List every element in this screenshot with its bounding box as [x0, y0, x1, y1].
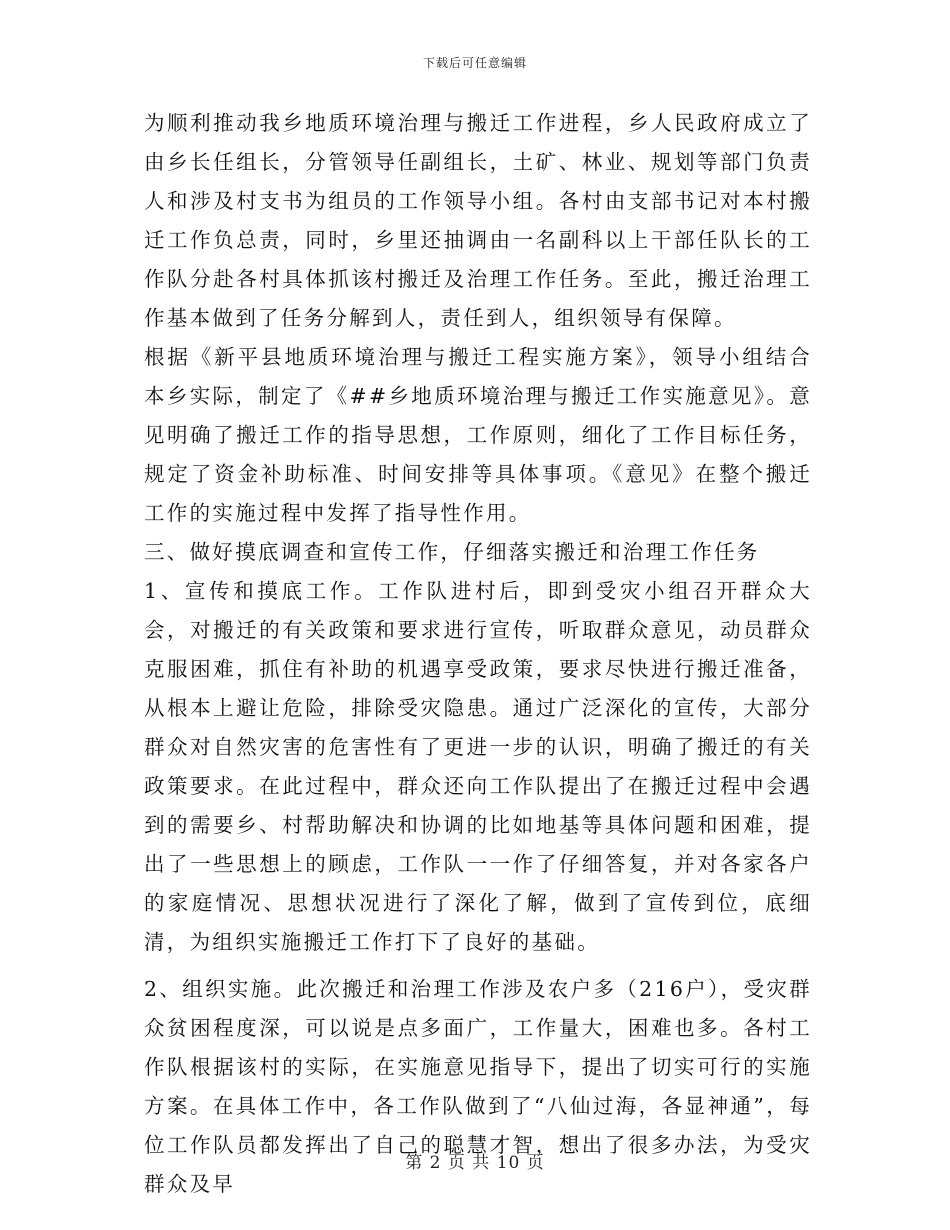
- document-body: [144, 104, 812, 1204]
- section-heading-three: 三、做好摸底调查和宣传工作，仔细落实搬迁和治理工作任务: [144, 540, 760, 564]
- paragraph-publicity-survey: 1、宣传和摸底工作。工作队进村后，即到受灾小组召开群众大会，对搬迁的有关政策和要求进行宣传，听取群众意见，动员群众克服困难，抓住有补助的机遇享受政策，要求尽快进行搬迁准备，从根本上避让危险，排除受灾隐患。通过广泛深化的宣传，大部分群众对自然灾害的危害性有了更进一步的认识，明确了搬迁的有关政策要求。在此过程中，群众还向工作队提出了在搬迁过程中会遇到的需要乡、村帮助解决和协调的比如地基等具体问题和困难，提出了一些思想上的顾虑，工作队一一作了仔细答复，并对各家各户的家庭情况、思想状况进行了深化了解，做到了宣传到位，底细清，为组织实施搬迁工作打下了良好的基础。: [144, 579, 812, 954]
- paragraph-leadership-group: 为顺利推动我乡地质环境治理与搬迁工作进程，乡人民政府成立了由乡长任组长，分管领导任副组长，土矿、林业、规划等部门负责人和涉及村支书为组员的工作领导小组。各村由支部书记对本村搬迁工作负总责，同时，乡里还抽调由一名副科以上干部任队长的工作队分赴各村具体抓该村搬迁及治理工作任务。至此，搬迁治理工作基本做到了任务分解到人，责任到人，组织领导有保障。: [144, 111, 812, 330]
- paragraph-implementation-plan: 根据《新平县地质环境治理与搬迁工程实施方案》，领导小组结合本乡实际，制定了《##乡地质环境治理与搬迁工作实施意见》。意见明确了搬迁工作的指导思想，工作原则，细化了工作目标任务，规定了资金补助标准、时间安排等具体事项。《意见》在整个搬迁工作的实施过程中发挥了指导性作用。: [144, 345, 812, 525]
- page-header: 下载后可任意编辑: [422, 56, 527, 70]
- paragraph-organization-implementation: 2、组织实施。此次搬迁和治理工作涉及农户多（216户），受灾群众贫困程度深，可以说是点多面广，工作量大，困难也多。各村工作队根据该村的实际，在实施意见指导下，提出了切实可行的实施方案。在具体工作中，各工作队做到了“八仙过海，各显神通”，每位工作队员都发挥出了自己的聪慧才智，想出了很多办法，为受灾群众及早: [144, 977, 812, 1196]
- page-footer: 第 2 页 共 10 页: [405, 1153, 545, 1173]
